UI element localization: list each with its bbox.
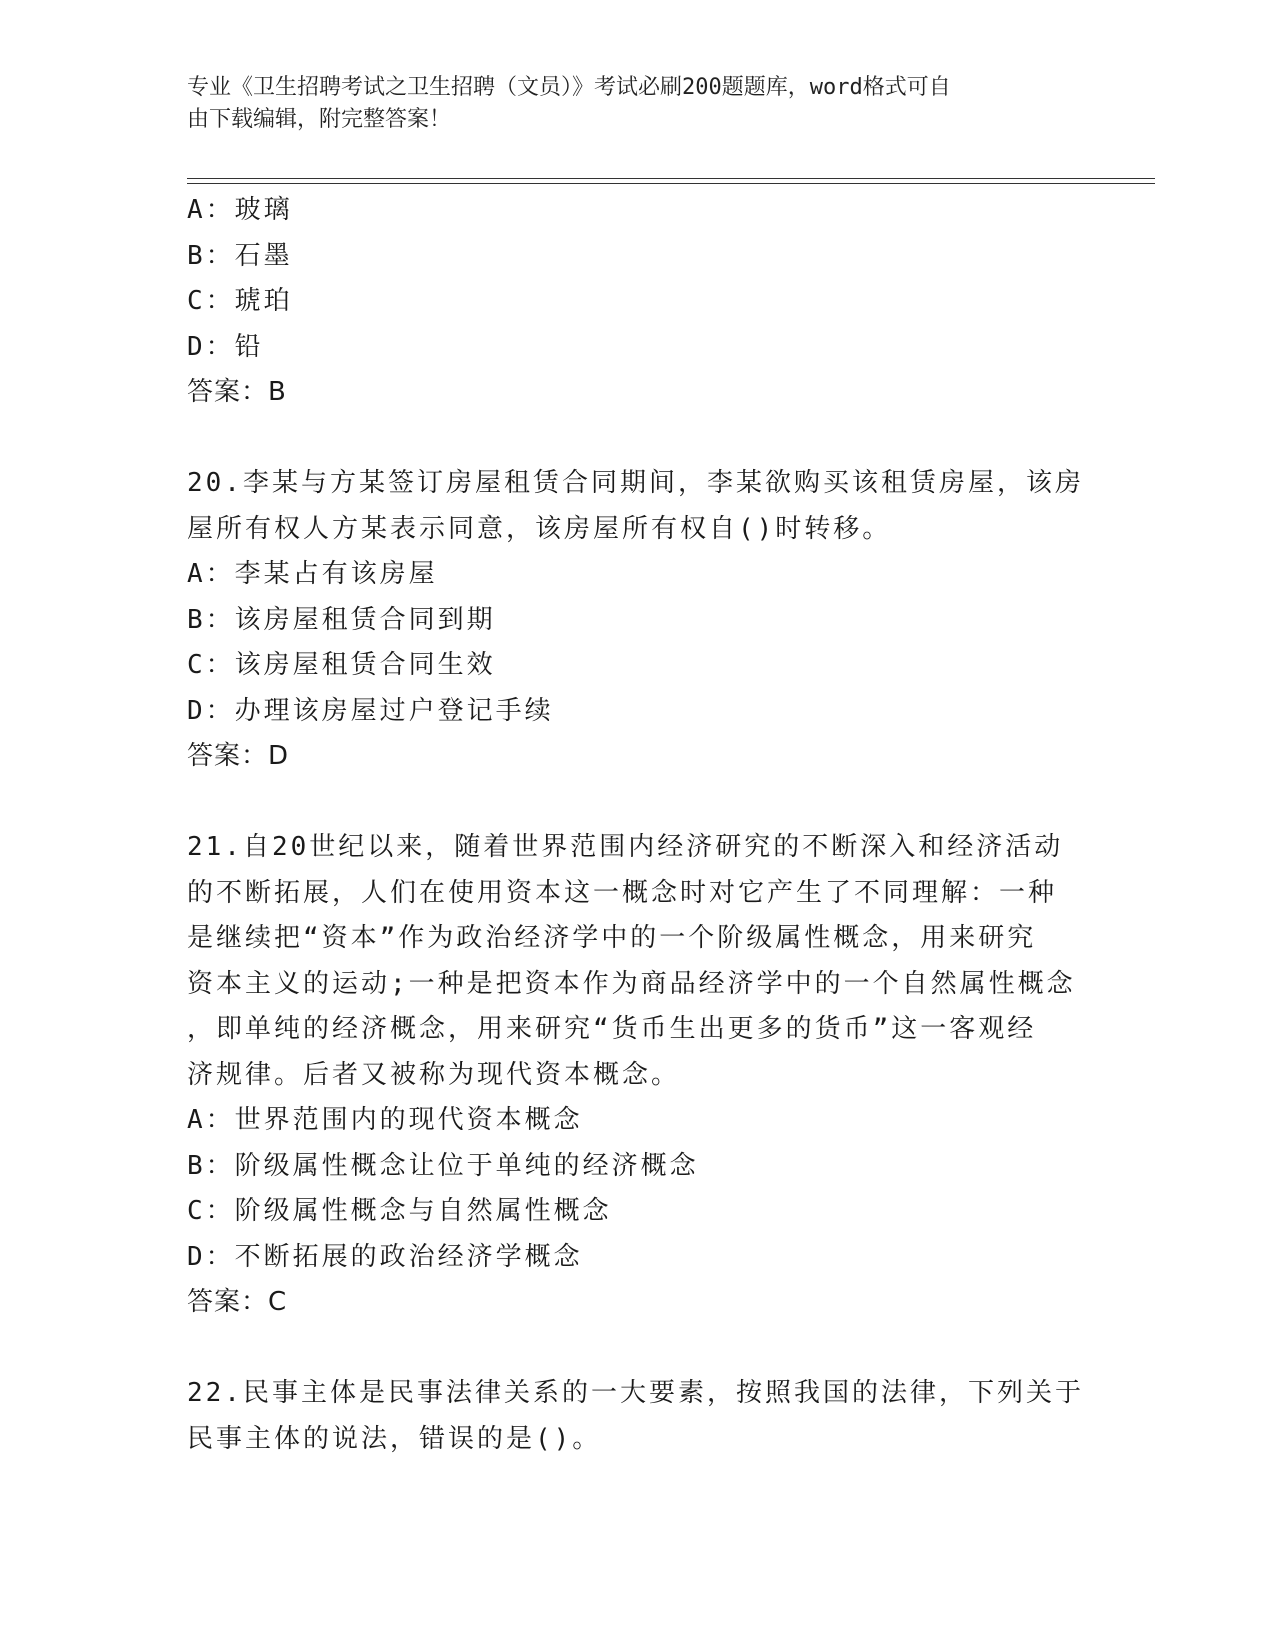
answer: 答案：D <box>187 741 290 771</box>
question-19 <box>187 188 1067 416</box>
question-text-line: 21.自20世纪以来，随着世界范围内经济研究的不断深入和经济活动 <box>187 832 1064 862</box>
question-text-line: 20.李某与方某签订房屋租赁合同期间，李某欲购买该租赁房屋，该房 <box>187 468 1084 498</box>
question-text-line: 的不断拓展，人们在使用资本这一概念时对它产生了不同理解：一种 <box>187 877 1058 908</box>
option-c: C：阶级属性概念与自然属性概念 <box>187 1196 612 1226</box>
option-a: A：玻璃 <box>187 195 293 225</box>
header-line-2: 由下载编辑，附完整答案！ <box>187 107 452 132</box>
question-20 <box>187 461 1084 780</box>
option-a: A：世界范围内的现代资本概念 <box>187 1105 583 1135</box>
question-text-line: 22.民事主体是民事法律关系的一大要素，按照我国的法律，下列关于 <box>187 1378 1084 1408</box>
option-b: B：阶级属性概念让位于单纯的经济概念 <box>187 1150 699 1181</box>
answer: 答案：B <box>187 377 287 407</box>
option-b: B：该房屋租赁合同到期 <box>187 604 496 635</box>
answer: 答案：C <box>187 1287 288 1317</box>
question-text-line: 民事主体的说法，错误的是()。 <box>187 1423 602 1454</box>
question-content <box>187 188 1084 1462</box>
option-d: D：办理该房屋过户登记手续 <box>187 695 554 726</box>
header-divider-top <box>187 178 1155 179</box>
header-divider-bottom <box>187 183 1155 184</box>
question-21 <box>187 825 1076 1326</box>
question-text-line: 济规律。后者又被称为现代资本概念。 <box>187 1059 681 1090</box>
option-d: D：不断拓展的政治经济学概念 <box>187 1241 583 1272</box>
option-c: C：琥珀 <box>187 286 293 316</box>
option-d: D：铅 <box>187 331 264 362</box>
option-a: A：李某占有该房屋 <box>187 559 438 589</box>
option-c: C：该房屋租赁合同生效 <box>187 650 496 680</box>
header-line-1: 专业《卫生招聘考试之卫生招聘（文员）》考试必刷200题题库，word格式可自 <box>187 75 951 100</box>
question-22 <box>187 1371 1084 1462</box>
document-header <box>187 72 1067 136</box>
question-text-line: 屋所有权人方某表示同意，该房屋所有权自()时转移。 <box>187 513 892 544</box>
option-b: B：石墨 <box>187 240 293 271</box>
question-text-line: 是继续把“资本”作为政治经济学中的一个阶级属性概念，用来研究 <box>187 923 1037 953</box>
question-text-line: ，即单纯的经济概念，用来研究“货币生出更多的货币”这一客观经 <box>187 1014 1037 1044</box>
question-text-line: 资本主义的运动;一种是把资本作为商品经济学中的一个自然属性概念 <box>187 968 1076 999</box>
